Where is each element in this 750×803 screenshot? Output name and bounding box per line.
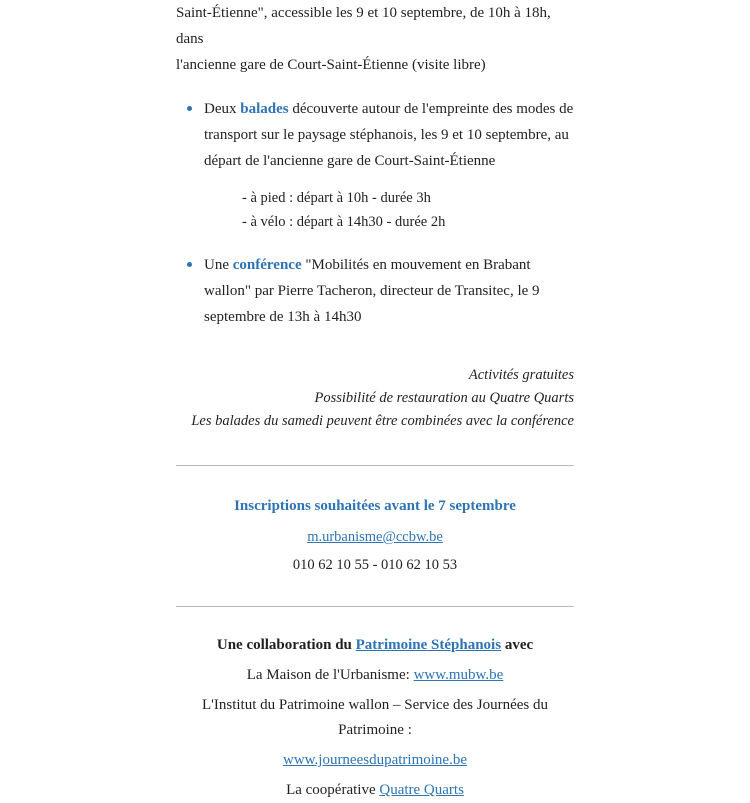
note-line: Les balades du samedi peuvent être combinées avec la conférence <box>191 413 574 429</box>
intro-line-1: Saint-Étienne", accessible les 9 et 10 septembre, de 10h à 18h, dans <box>176 5 551 47</box>
bullet-keyword: balades <box>240 101 289 117</box>
bullet-lead: Deux <box>204 101 237 117</box>
bullet-text: "Mobilités en mouvement en Brabant wallon" par Pierre Tacheron, directeur de Transitec, le 9 septembre de 13h à 14h30 <box>204 257 540 325</box>
collaboration-prefix: Une collaboration du <box>216 637 356 653</box>
collaboration-line-2 <box>176 663 574 688</box>
quatre-quarts-link[interactable]: Quatre Quarts <box>379 782 464 798</box>
bullet-dot-icon <box>187 106 192 111</box>
bullet-sub-lines <box>242 186 574 234</box>
collaboration-line-3: L'Institut du Patrimoine wallon – Service des Journées du Patrimoine : <box>202 697 548 738</box>
list-item <box>176 96 574 234</box>
collaboration-line-5 <box>176 778 574 803</box>
cooperative-label: La coopérative <box>286 782 380 798</box>
bullet-keyword: conférence <box>232 257 302 273</box>
collaboration-line-1 <box>176 633 574 658</box>
divider <box>176 465 574 466</box>
registration-email-link[interactable]: m.urbanisme@ccbw.be <box>307 529 443 545</box>
sub-line: - à vélo : départ à 14h30 - durée 2h <box>242 214 446 230</box>
activities-list <box>176 96 574 330</box>
maison-urbanisme-label: La Maison de l'Urbanisme: <box>246 667 414 683</box>
notes-block <box>176 364 574 433</box>
journeesdupatrimoine-link[interactable]: www.journeesdupatrimoine.be <box>283 752 467 768</box>
registration-block <box>176 494 574 576</box>
divider <box>176 606 574 607</box>
bullet-text: découverte autour de l'empreinte des modes de transport sur le paysage stéphanois, les 9 et 10 septembre, au départ de l'ancienne gare de Court-Saint-Étienne <box>204 101 574 169</box>
mubw-link[interactable]: www.mubw.be <box>413 667 504 683</box>
note-line: Activités gratuites <box>468 367 574 383</box>
collaboration-suffix: avec <box>501 637 534 653</box>
patrimoine-stephanois-link[interactable]: Patrimoine Stéphanois <box>355 637 502 653</box>
intro-line-2: l'ancienne gare de Court-Saint-Étienne (visite libre) <box>176 57 486 73</box>
registration-title: Inscriptions souhaitées avant le 7 septembre <box>234 498 516 514</box>
bullet-dot-icon <box>187 262 192 267</box>
list-item <box>176 252 574 330</box>
note-line: Possibilité de restauration au Quatre Quarts <box>314 390 574 406</box>
collaboration-line-4 <box>176 748 574 773</box>
bullet-lead: Une <box>204 257 229 273</box>
sub-line: - à pied : départ à 10h - durée 3h <box>242 190 431 206</box>
collaboration-block <box>176 633 574 803</box>
registration-phone: 010 62 10 55 - 010 62 10 53 <box>292 557 458 573</box>
intro-paragraph <box>176 0 574 78</box>
